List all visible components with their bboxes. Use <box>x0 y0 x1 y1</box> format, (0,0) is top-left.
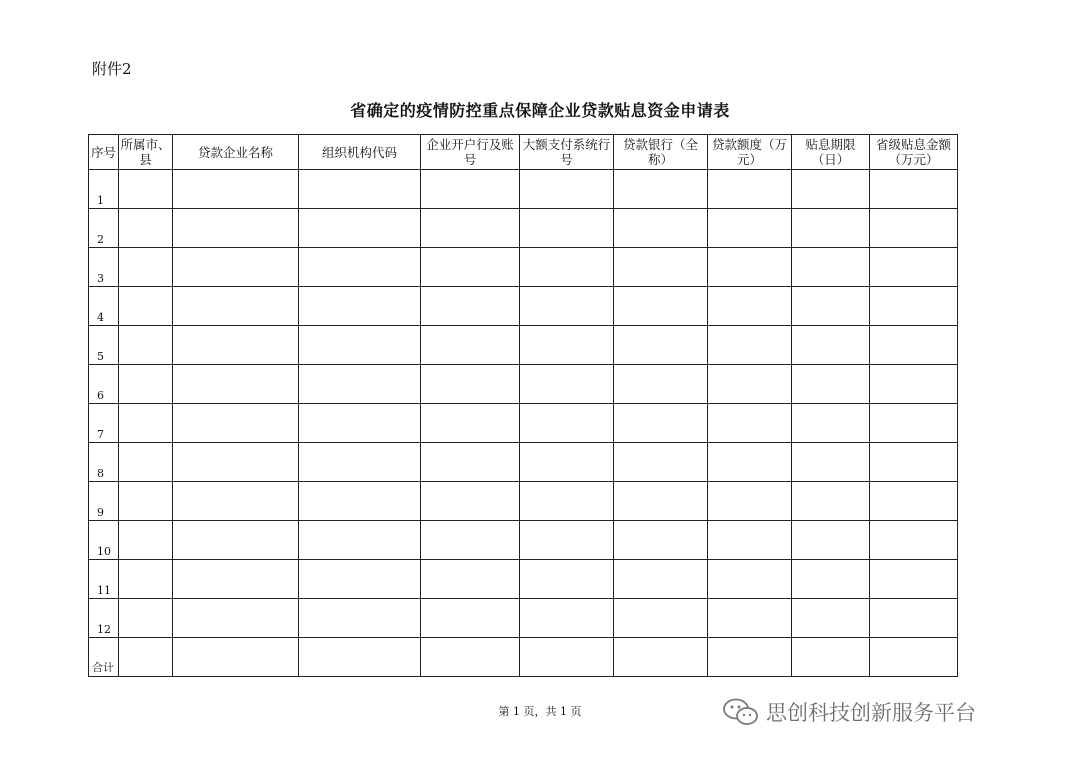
table-cell[interactable] <box>708 560 792 599</box>
attachment-label: 附件2 <box>92 60 132 78</box>
table-cell[interactable] <box>614 482 708 521</box>
table-cell[interactable] <box>173 170 299 209</box>
row-number: 3 <box>89 248 119 287</box>
table-row <box>89 482 958 521</box>
table-row <box>89 521 958 560</box>
table-cell[interactable] <box>614 209 708 248</box>
table-cell[interactable] <box>520 638 614 677</box>
table-cell[interactable] <box>520 170 614 209</box>
page-title: 省确定的疫情防控重点保障企业贷款贴息资金申请表 <box>350 101 730 120</box>
table-cell[interactable] <box>614 326 708 365</box>
table-cell[interactable] <box>708 170 792 209</box>
table-cell[interactable] <box>520 209 614 248</box>
row-number: 8 <box>89 443 119 482</box>
table-cell[interactable] <box>299 599 421 638</box>
table-cell[interactable] <box>792 209 870 248</box>
column-header: 组织机构代码 <box>299 135 421 170</box>
table-row <box>89 209 958 248</box>
table-cell[interactable] <box>299 443 421 482</box>
table-cell[interactable] <box>614 404 708 443</box>
page-number: 第 1 页，共 1 页 <box>498 705 582 718</box>
table-cell[interactable] <box>870 326 958 365</box>
table-cell[interactable] <box>173 287 299 326</box>
table-row <box>89 560 958 599</box>
table-cell[interactable] <box>119 365 173 404</box>
table-cell[interactable] <box>870 443 958 482</box>
table-cell[interactable] <box>421 638 520 677</box>
table-row <box>89 443 958 482</box>
table-cell[interactable] <box>520 482 614 521</box>
table-cell[interactable] <box>299 365 421 404</box>
table-cell[interactable] <box>708 248 792 287</box>
table-cell[interactable] <box>870 365 958 404</box>
table-cell[interactable] <box>870 170 958 209</box>
table-cell[interactable] <box>173 326 299 365</box>
table-cell[interactable] <box>421 209 520 248</box>
table-cell[interactable] <box>173 560 299 599</box>
table-cell[interactable] <box>870 404 958 443</box>
table-cell[interactable] <box>119 521 173 560</box>
table-cell[interactable] <box>520 443 614 482</box>
table-cell[interactable] <box>520 326 614 365</box>
table-cell[interactable] <box>421 560 520 599</box>
table-cell[interactable] <box>520 365 614 404</box>
table-cell[interactable] <box>173 521 299 560</box>
table-cell[interactable] <box>614 638 708 677</box>
table-cell[interactable] <box>119 326 173 365</box>
table-cell[interactable] <box>870 482 958 521</box>
table-cell[interactable] <box>421 170 520 209</box>
table-cell[interactable] <box>708 482 792 521</box>
row-number: 9 <box>89 482 119 521</box>
table-cell[interactable] <box>119 170 173 209</box>
table-cell[interactable] <box>173 365 299 404</box>
column-header: 企业开户行及账号 <box>421 135 520 170</box>
table-cell[interactable] <box>173 599 299 638</box>
column-header: 序号 <box>89 135 119 170</box>
table-cell[interactable] <box>870 248 958 287</box>
table-cell[interactable] <box>614 287 708 326</box>
table-cell[interactable] <box>421 521 520 560</box>
table-cell[interactable] <box>119 287 173 326</box>
table-cell[interactable] <box>520 560 614 599</box>
row-number: 11 <box>89 560 119 599</box>
table-cell[interactable] <box>792 443 870 482</box>
table-cell[interactable] <box>870 287 958 326</box>
table-row <box>89 404 958 443</box>
table-row <box>89 365 958 404</box>
watermark <box>722 697 976 727</box>
table-cell[interactable] <box>708 365 792 404</box>
table-cell[interactable] <box>173 443 299 482</box>
table-cell[interactable] <box>792 638 870 677</box>
watermark-text: 思创科技创新服务平台 <box>766 701 976 725</box>
table-cell[interactable] <box>614 560 708 599</box>
table-cell[interactable] <box>870 599 958 638</box>
table-cell[interactable] <box>421 404 520 443</box>
table-cell[interactable] <box>614 170 708 209</box>
table-cell[interactable] <box>520 599 614 638</box>
table-cell[interactable] <box>119 482 173 521</box>
table-cell[interactable] <box>792 599 870 638</box>
table-cell[interactable] <box>792 365 870 404</box>
table-cell[interactable] <box>870 209 958 248</box>
table-cell[interactable] <box>173 248 299 287</box>
table-cell[interactable] <box>299 209 421 248</box>
column-header: 所属市、县 <box>119 135 173 170</box>
table-cell[interactable] <box>173 638 299 677</box>
table-cell[interactable] <box>421 443 520 482</box>
table-cell[interactable] <box>520 521 614 560</box>
table-cell[interactable] <box>708 638 792 677</box>
table-cell[interactable] <box>299 521 421 560</box>
table-cell[interactable] <box>119 209 173 248</box>
table-cell[interactable] <box>299 326 421 365</box>
table-cell[interactable] <box>421 482 520 521</box>
row-number: 7 <box>89 404 119 443</box>
table-row <box>89 170 958 209</box>
table-cell[interactable] <box>614 443 708 482</box>
table-cell[interactable] <box>792 248 870 287</box>
table-cell[interactable] <box>421 326 520 365</box>
column-header: 省级贴息金额（万元） <box>870 135 958 170</box>
table-cell[interactable] <box>708 443 792 482</box>
table-cell[interactable] <box>614 248 708 287</box>
table-cell[interactable] <box>119 443 173 482</box>
row-number: 1 <box>89 170 119 209</box>
row-number: 12 <box>89 599 119 638</box>
row-number: 6 <box>89 365 119 404</box>
table-row <box>89 326 958 365</box>
table-cell[interactable] <box>299 560 421 599</box>
table-cell[interactable] <box>520 248 614 287</box>
application-form-table <box>88 134 958 677</box>
table-cell[interactable] <box>119 560 173 599</box>
column-header: 贷款银行（全称） <box>614 135 708 170</box>
table-row <box>89 599 958 638</box>
table-cell[interactable] <box>708 599 792 638</box>
table-cell[interactable] <box>421 287 520 326</box>
table-cell[interactable] <box>520 404 614 443</box>
table-cell[interactable] <box>792 287 870 326</box>
table-cell[interactable] <box>708 521 792 560</box>
table-cell[interactable] <box>708 404 792 443</box>
column-header: 贷款企业名称 <box>173 135 299 170</box>
wechat-icon <box>722 697 760 727</box>
row-number: 2 <box>89 209 119 248</box>
row-number: 4 <box>89 287 119 326</box>
table-cell[interactable] <box>119 248 173 287</box>
table-cell[interactable] <box>173 209 299 248</box>
table-cell[interactable] <box>119 638 173 677</box>
table-cell[interactable] <box>792 326 870 365</box>
table-cell[interactable] <box>299 287 421 326</box>
row-number: 5 <box>89 326 119 365</box>
table-cell[interactable] <box>299 404 421 443</box>
table-cell[interactable] <box>870 521 958 560</box>
table-cell[interactable] <box>173 482 299 521</box>
table-cell[interactable] <box>299 482 421 521</box>
table-cell[interactable] <box>299 248 421 287</box>
table-cell[interactable] <box>421 248 520 287</box>
table-cell[interactable] <box>119 404 173 443</box>
table-cell[interactable] <box>708 326 792 365</box>
total-label: 合计 <box>89 638 119 677</box>
row-number: 10 <box>89 521 119 560</box>
table-cell[interactable] <box>708 287 792 326</box>
table-cell[interactable] <box>173 404 299 443</box>
table-cell[interactable] <box>870 638 958 677</box>
table-cell[interactable] <box>614 599 708 638</box>
table-cell[interactable] <box>870 560 958 599</box>
table-cell[interactable] <box>792 521 870 560</box>
table-cell[interactable] <box>299 170 421 209</box>
table-cell[interactable] <box>614 365 708 404</box>
table-header-row <box>89 135 958 170</box>
column-header: 大额支付系统行号 <box>520 135 614 170</box>
table-cell[interactable] <box>792 170 870 209</box>
table-cell[interactable] <box>299 638 421 677</box>
table-row <box>89 287 958 326</box>
table-cell[interactable] <box>421 365 520 404</box>
table-cell[interactable] <box>792 482 870 521</box>
table-cell[interactable] <box>614 521 708 560</box>
table-cell[interactable] <box>792 404 870 443</box>
table-cell[interactable] <box>119 599 173 638</box>
column-header: 贷款额度（万元） <box>708 135 792 170</box>
total-row <box>89 638 958 677</box>
table-cell[interactable] <box>708 209 792 248</box>
table-cell[interactable] <box>792 560 870 599</box>
column-header: 贴息期限（日） <box>792 135 870 170</box>
table-cell[interactable] <box>520 287 614 326</box>
table-cell[interactable] <box>421 599 520 638</box>
table-row <box>89 248 958 287</box>
